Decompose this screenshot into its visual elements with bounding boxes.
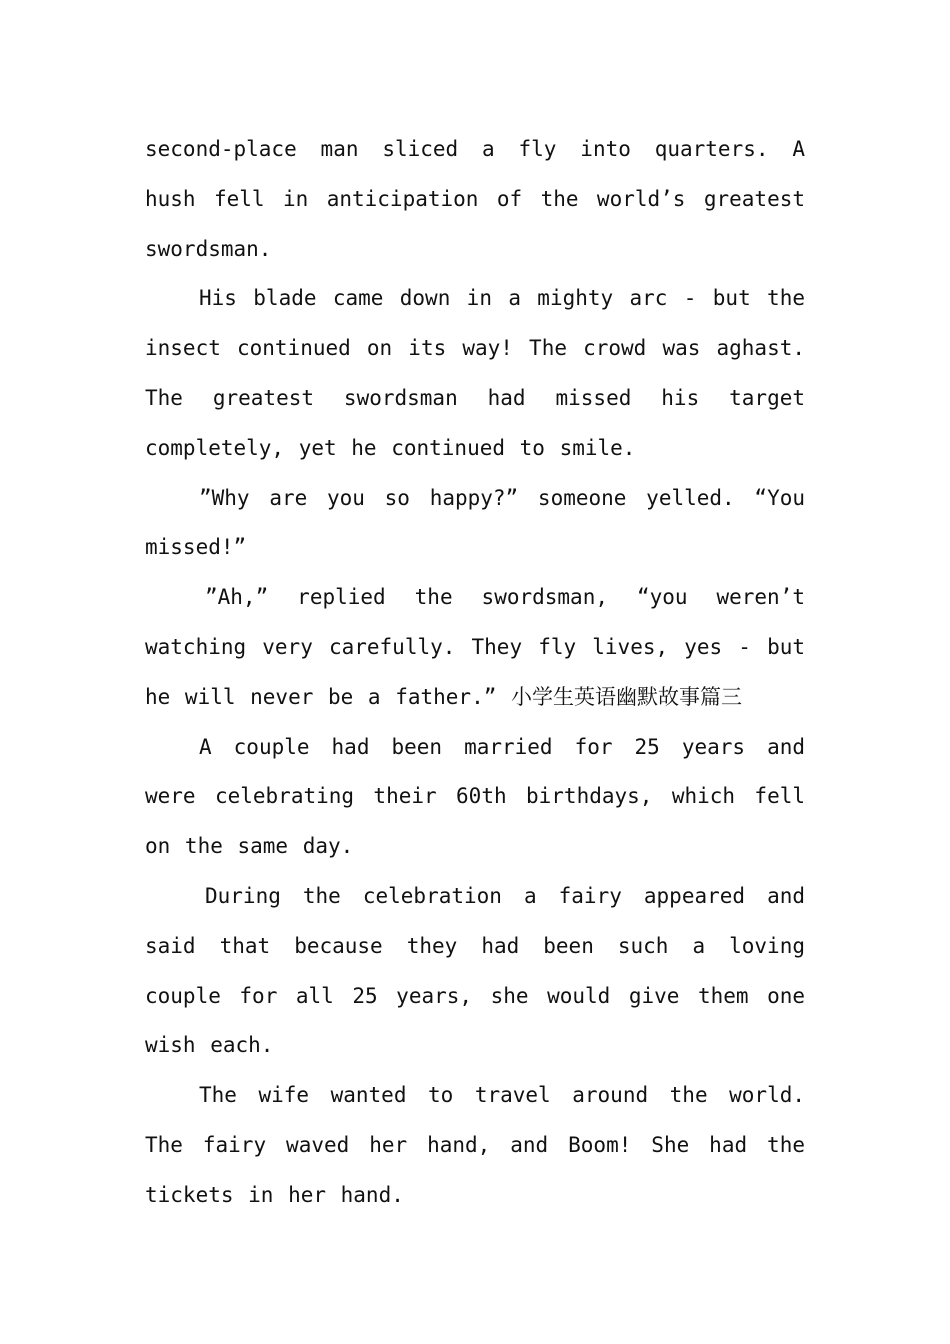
paragraph-wife-wish: The wife wanted to travel around the world. The fairy waved her hand, and Boom! She had the tickets in her hand. <box>145 1083 805 1207</box>
paragraph-continuation: second-place man sliced a fly into quarters. A hush fell in anticipation of the world’s greatest swordsman. <box>145 137 805 261</box>
paragraph-fairy: During the celebration a fairy appeared and said that because they had been such a loving couple for all 25 years, she would give them one wish each. <box>145 883 805 1058</box>
paragraph-couple: A couple had been married for 25 years and were celebrating their 60th birthdays, which fell on the same day. <box>145 734 805 859</box>
document-page <box>145 125 805 1221</box>
paragraph-why-happy: ”Why are you so happy?” someone yelled. “You missed!” <box>145 485 805 560</box>
paragraph-blade: His blade came down in a mighty arc - but the insect continued on its way! The crowd was aghast. The greatest swordsman had missed his target completely, yet he continued to smile. <box>145 286 805 460</box>
paragraph-reply: ”Ah,” replied the swordsman, “you weren’t watching very carefully. They fly lives, yes - but he will never be a father.” 小学生英语幽默故事篇三 <box>145 585 805 709</box>
